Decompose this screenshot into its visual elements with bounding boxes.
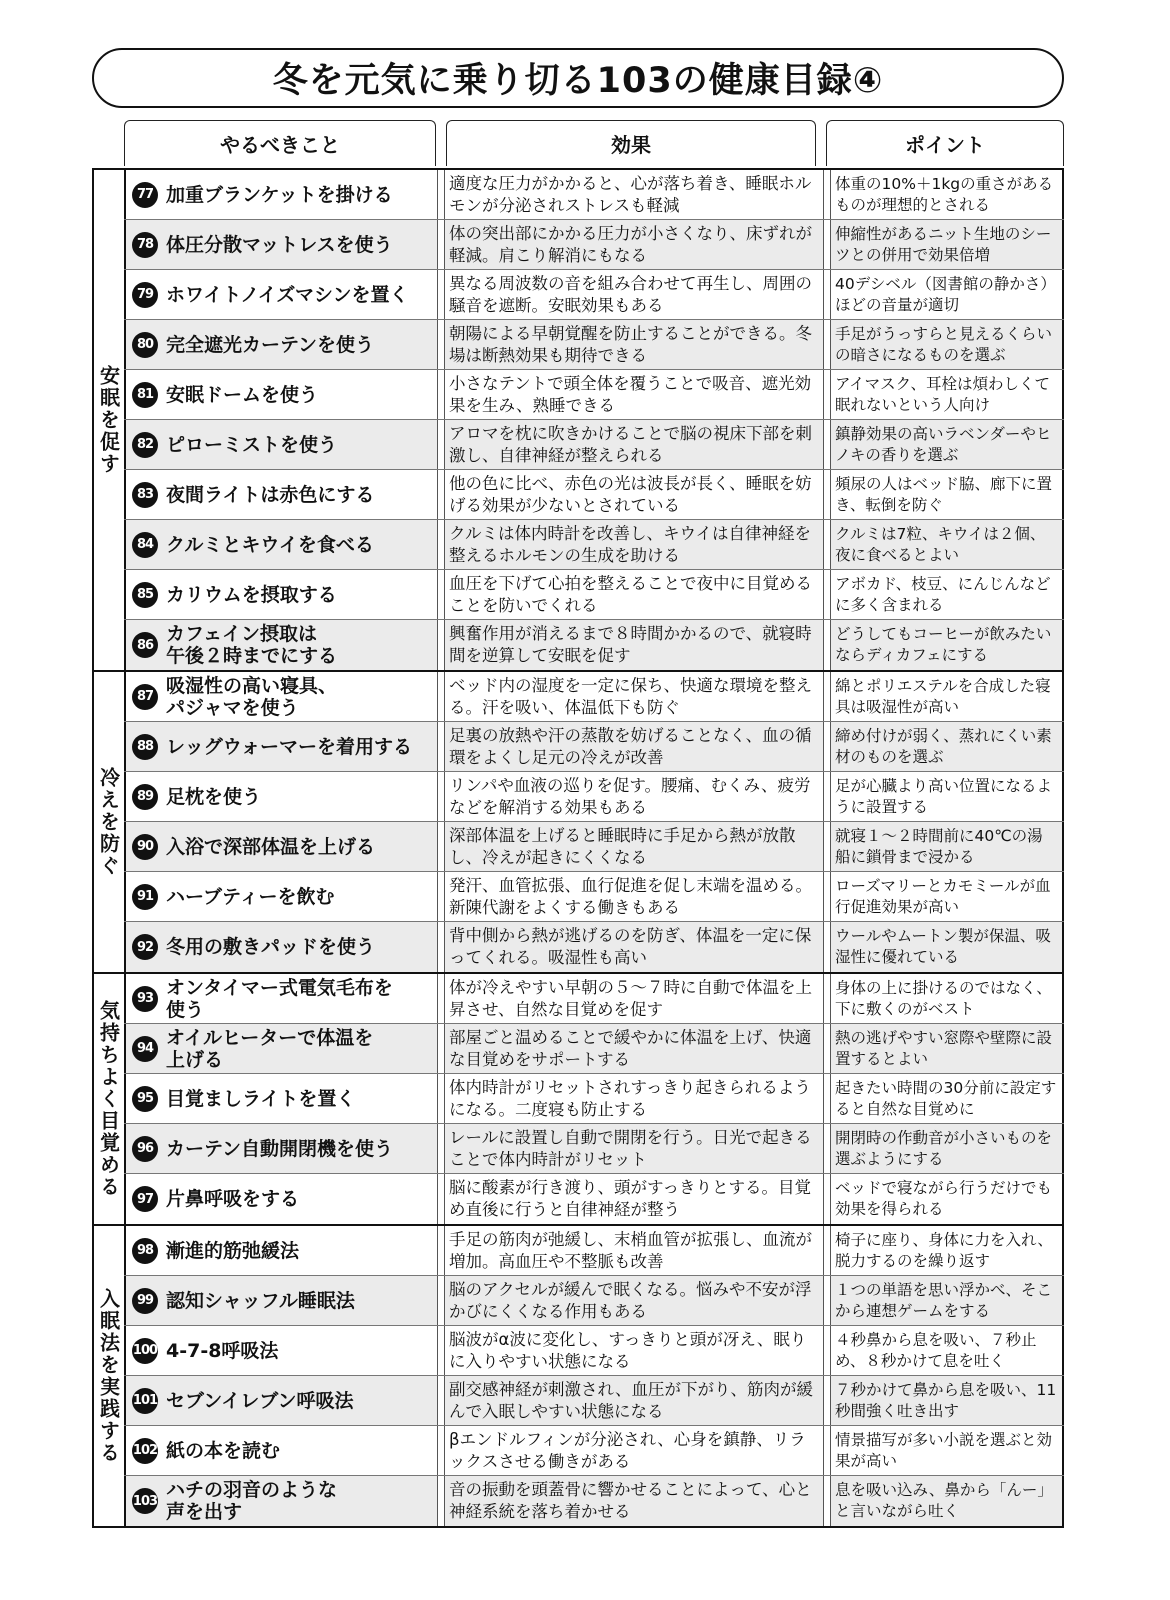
point-text: １つの単語を思い浮かべ、そこから連想ゲームをする (835, 1280, 1053, 1320)
effect-cell (444, 1174, 824, 1224)
effect-cell (444, 1124, 824, 1173)
item-number-badge: 77 (132, 182, 158, 208)
task-text: 足枕を使う (166, 785, 262, 808)
point-text: 身体の上に掛けるのではなく、下に敷くのがベスト (835, 978, 1052, 1018)
effect-text: アロマを枕に吹きかけることで脳の視床下部を刺激し、自律神経が整えられる (449, 423, 812, 465)
point-cell (830, 220, 1064, 269)
point-text: 鎮静効果の高いラベンダーやヒノキの香りを選ぶ (835, 424, 1052, 464)
point-text: ４秒鼻から息を吸い、７秒止め、８秒かけて息を吐く (835, 1330, 1037, 1370)
effect-text: 発汗、血管拡張、血行促進を促し末端を温める。新陳代謝をよくする働きもある (449, 875, 812, 917)
effect-cell (444, 370, 824, 419)
table-row (124, 170, 1064, 220)
task-text: ピローミストを使う (166, 433, 338, 456)
effect-text: 脳に酸素が行き渡り、頭がすっきりとする。目覚め直後に行うと自律神経が整う (449, 1178, 812, 1219)
effect-text: 体の突出部にかかる圧力が小さくなり、床ずれが軽減。肩こり解消にもなる (449, 223, 812, 265)
point-cell (830, 1124, 1064, 1173)
effect-text: 体が冷えやすい早朝の５～７時に自動で体温を上昇させ、自然な目覚めを促す (449, 977, 812, 1019)
effect-cell (444, 270, 824, 319)
effect-cell (444, 520, 824, 569)
task-text: カーテン自動開閉機を使う (166, 1137, 394, 1160)
point-cell (830, 470, 1064, 519)
effect-text: 背中側から熱が逃げるのを防ぎ、体温を一定に保ってくれる。吸湿性も高い (449, 926, 812, 967)
task-text: 入浴で深部体温を上げる (166, 835, 376, 858)
section-label-text: 入眠法を実践する (96, 1288, 121, 1464)
task-cell (124, 420, 438, 469)
point-text: 綿とポリエステルを合成した寝具は吸湿性が高い (835, 676, 1051, 716)
effect-text: 異なる周波数の音を組み合わせて再生し、周囲の騒音を遮断。安眠効果もある (449, 273, 812, 315)
point-text: ベッドで寝ながら行うだけでも効果を得られる (835, 1179, 1053, 1218)
point-cell (830, 1024, 1064, 1073)
point-text: 40デシベル（図書館の静かさ）ほどの音量が適切 (835, 274, 1056, 314)
task-cell (124, 1124, 438, 1173)
section-label-text: 気持ちよく目覚める (96, 1000, 121, 1198)
task-cell (124, 1024, 438, 1073)
effect-cell (444, 1376, 824, 1425)
task-text: 目覚ましライトを置く (166, 1087, 356, 1110)
task-text: オンタイマー式電気毛布を 使う (166, 976, 393, 1021)
item-number-badge: 94 (132, 1036, 158, 1062)
point-text: 頻尿の人はベッド脇、廊下に置き、転倒を防ぐ (835, 474, 1053, 514)
page-title: 冬を元気に乗り切る103の健康目録④ (92, 48, 1064, 108)
effect-text: 手足の筋肉が弛緩し、末梢血管が拡張し、血流が増加。高血圧や不整脈も改善 (449, 1229, 812, 1271)
section-label (92, 1226, 124, 1526)
point-text: 足が心臓より高い位置になるように設置する (835, 776, 1053, 816)
task-cell (124, 1476, 438, 1526)
column-header-point: ポイント (826, 120, 1064, 166)
point-text: 伸縮性があるニット生地のシーツとの併用で効果倍増 (835, 224, 1052, 264)
effect-text: リンパや血液の巡りを促す。腰痛、むくみ、疲労などを解消する効果もある (449, 775, 811, 817)
task-cell (124, 270, 438, 319)
point-text: 起きたい時間の30分前に設定すると自然な目覚めに (835, 1078, 1057, 1118)
task-text: セブンイレブン呼吸法 (166, 1389, 354, 1412)
task-text: クルミとキウイを食べる (166, 533, 374, 556)
column-header-effect: 効果 (446, 120, 816, 166)
point-cell (830, 370, 1064, 419)
effect-cell (444, 1024, 824, 1073)
table-row (124, 1024, 1064, 1074)
task-cell (124, 570, 438, 619)
effect-cell (444, 872, 824, 921)
task-cell (124, 922, 438, 972)
task-text: ハーブティーを飲む (166, 885, 335, 908)
task-cell (124, 520, 438, 569)
point-text: どうしてもコーヒーが飲みたいならディカフェにする (835, 625, 1052, 664)
effect-text: レールに設置し自動で開閉を行う。日光で起きることで体内時計がリセット (449, 1127, 812, 1169)
effect-text: クルミは体内時計を改善し、キウイは自律神経を整えるホルモンの生成を助ける (449, 523, 812, 565)
task-text: ハチの羽音のような 声を出す (166, 1479, 338, 1523)
item-number-badge: 102 (132, 1438, 158, 1464)
effect-cell (444, 1426, 824, 1475)
task-cell (124, 370, 438, 419)
task-cell (124, 1226, 438, 1275)
item-number-badge: 103 (132, 1488, 158, 1514)
effect-text: 興奮作用が消えるまで８時間かかるので、就寝時間を逆算して安眠を促す (449, 624, 812, 665)
point-text: ７秒かけて鼻から息を吸い、11秒間強く吐き出す (835, 1380, 1057, 1420)
effect-cell (444, 1074, 824, 1123)
column-header-task: やるべきこと (124, 120, 436, 166)
point-cell (830, 520, 1064, 569)
task-cell (124, 722, 438, 771)
point-cell (830, 1276, 1064, 1325)
effect-text: 深部体温を上げると睡眠時に手足から熱が放散し、冷えが起きにくくなる (449, 825, 796, 867)
task-text: 4-7-8呼吸法 (166, 1339, 279, 1362)
table-row (124, 520, 1064, 570)
item-number-badge: 93 (132, 986, 158, 1012)
point-cell (830, 1376, 1064, 1425)
effect-text: 部屋ごと温めることで緩やかに体温を上げ、快適な目覚めをサポートする (449, 1027, 812, 1069)
task-text: 夜間ライトは赤色にする (166, 483, 375, 506)
point-cell (830, 570, 1064, 619)
point-cell (830, 772, 1064, 821)
effect-text: 脳のアクセルが緩んで眠くなる。悩みや不安が浮かびにくくなる作用もある (449, 1279, 812, 1321)
table-row (124, 1074, 1064, 1124)
task-text: カフェイン摂取は 午後２時までにする (166, 623, 338, 667)
task-text: レッグウォーマーを着用する (166, 735, 413, 758)
point-text: 情景描写が多い小説を選ぶと効果が高い (835, 1430, 1053, 1470)
task-cell (124, 1276, 438, 1325)
effect-cell (444, 672, 824, 721)
task-cell (124, 170, 438, 219)
table-row (124, 722, 1064, 772)
effect-text: 小さなテントで頭全体を覆うことで吸音、遮光効果を生み、熟睡できる (449, 373, 812, 415)
task-cell (124, 470, 438, 519)
item-number-badge: 101 (132, 1388, 158, 1414)
section-label (92, 170, 124, 670)
task-cell (124, 320, 438, 369)
table-row (124, 570, 1064, 620)
point-text: 就寝１～２時間前に40℃の湯船に鎖骨まで浸かる (835, 826, 1043, 866)
task-cell (124, 1326, 438, 1375)
item-number-badge: 79 (132, 282, 158, 308)
point-text: 息を吸い込み、鼻から「んー」と言いながら吐く (835, 1481, 1053, 1520)
item-number-badge: 78 (132, 232, 158, 258)
task-text: カリウムを摂取する (166, 583, 337, 606)
section-label-text: 安眠を促す (96, 365, 121, 475)
point-text: 手足がうっすらと見えるくらいの暗さになるものを選ぶ (835, 324, 1053, 364)
item-number-badge: 88 (132, 734, 158, 760)
section (92, 170, 1064, 672)
effect-cell (444, 1326, 824, 1375)
item-number-badge: 80 (132, 332, 158, 358)
task-cell (124, 1174, 438, 1224)
effect-text: 副交感神経が刺激され、血圧が下がり、筋肉が緩んで入眠しやすい状態になる (449, 1379, 813, 1421)
item-number-badge: 91 (132, 884, 158, 910)
item-number-badge: 97 (132, 1186, 158, 1212)
item-number-badge: 96 (132, 1136, 158, 1162)
point-cell (830, 1226, 1064, 1275)
table-row (124, 772, 1064, 822)
table-row (124, 1226, 1064, 1276)
point-cell (830, 1426, 1064, 1475)
effect-cell (444, 1226, 824, 1275)
item-number-badge: 82 (132, 432, 158, 458)
task-cell (124, 772, 438, 821)
point-text: 熱の逃げやすい窓際や壁際に設置するとよい (835, 1028, 1053, 1068)
task-cell (124, 1074, 438, 1123)
table-row (124, 1174, 1064, 1224)
task-text: 紙の本を読む (166, 1439, 281, 1462)
item-number-badge: 81 (132, 382, 158, 408)
effect-text: 他の色に比べ、赤色の光は波長が長く、睡眠を妨げる効果が少ないとされている (449, 473, 812, 515)
item-number-badge: 92 (132, 934, 158, 960)
task-cell (124, 822, 438, 871)
table-row (124, 270, 1064, 320)
effect-text: 朝陽による早朝覚醒を防止することができる。冬場は断熱効果も期待できる (449, 323, 812, 365)
task-text: 加重ブランケットを掛ける (166, 183, 393, 206)
point-cell (830, 270, 1064, 319)
task-cell (124, 1376, 438, 1425)
point-text: アボカド、枝豆、にんじんなどに多く含まれる (835, 574, 1051, 614)
section-label (92, 672, 124, 972)
item-number-badge: 95 (132, 1086, 158, 1112)
point-cell (830, 320, 1064, 369)
item-number-badge: 87 (132, 684, 158, 710)
point-cell (830, 722, 1064, 771)
table-row (124, 620, 1064, 670)
task-text: 冬用の敷きパッドを使う (166, 936, 376, 958)
table-row (124, 420, 1064, 470)
table-row (124, 872, 1064, 922)
task-cell (124, 220, 438, 269)
table-row (124, 1426, 1064, 1476)
table-row (124, 822, 1064, 872)
item-number-badge: 85 (132, 582, 158, 608)
section-label-text: 冷えを防ぐ (96, 767, 121, 877)
table-row (124, 1276, 1064, 1326)
item-number-badge: 83 (132, 482, 158, 508)
point-cell (830, 872, 1064, 921)
table-row (124, 370, 1064, 420)
section-label (92, 974, 124, 1224)
table-row (124, 1476, 1064, 1526)
task-text: 吸湿性の高い寝具、 パジャマを使う (166, 674, 338, 719)
effect-text: βエンドルフィンが分泌され、心身を鎮静、リラックスさせる働きがある (449, 1429, 806, 1471)
effect-text: 足裏の放熱や汗の蒸散を妨げることなく、血の循環をよくし足元の冷えが改善 (449, 725, 812, 767)
effect-text: 脳波がα波に変化し、すっきりと頭が冴え、眠りに入りやすい状態になる (449, 1329, 807, 1371)
effect-text: ベッド内の湿度を一定に保ち、快適な環境を整える。汗を吸い、体温低下も防ぐ (449, 675, 812, 717)
table-row (124, 1124, 1064, 1174)
point-cell (830, 620, 1064, 670)
effect-cell (444, 1276, 824, 1325)
effect-cell (444, 974, 824, 1023)
item-number-badge: 89 (132, 784, 158, 810)
table-row (124, 1376, 1064, 1426)
effect-cell (444, 620, 824, 670)
table-row (124, 220, 1064, 270)
task-text: 安眠ドームを使う (166, 383, 319, 406)
task-cell (124, 672, 438, 721)
section (92, 1226, 1064, 1526)
table-row (124, 320, 1064, 370)
point-cell (830, 822, 1064, 871)
health-table (92, 168, 1064, 1528)
point-cell (830, 1174, 1064, 1224)
point-text: 締め付けが弱く、蒸れにくい素材のものを選ぶ (835, 726, 1052, 766)
item-number-badge: 84 (132, 532, 158, 558)
task-cell (124, 974, 438, 1023)
effect-cell (444, 170, 824, 219)
task-text: 完全遮光カーテンを使う (166, 333, 375, 356)
effect-cell (444, 722, 824, 771)
point-cell (830, 1074, 1064, 1123)
task-cell (124, 620, 438, 670)
table-row (124, 922, 1064, 972)
point-cell (830, 974, 1064, 1023)
effect-cell (444, 822, 824, 871)
point-text: 椅子に座り、身体に力を入れ、脱力するのを繰り返す (835, 1230, 1053, 1270)
section (92, 974, 1064, 1226)
task-cell (124, 1426, 438, 1475)
point-cell (830, 922, 1064, 972)
effect-cell (444, 922, 824, 972)
table-row (124, 672, 1064, 722)
item-number-badge: 100 (132, 1338, 158, 1364)
task-text: オイルヒーターで体温を 上げる (166, 1026, 374, 1071)
effect-cell (444, 570, 824, 619)
point-cell (830, 672, 1064, 721)
effect-cell (444, 320, 824, 369)
effect-text: 適度な圧力がかかると、心が落ち着き、睡眠ホルモンが分泌されストレスも軽減 (449, 173, 812, 215)
task-text: 片鼻呼吸をする (166, 1188, 300, 1210)
effect-cell (444, 1476, 824, 1526)
point-text: アイマスク、耳栓は煩わしくて眠れないという人向け (835, 374, 1050, 414)
task-text: ホワイトノイズマシンを置く (166, 283, 409, 306)
table-row (124, 974, 1064, 1024)
task-text: 認知シャッフル睡眠法 (166, 1289, 355, 1312)
effect-cell (444, 220, 824, 269)
item-number-badge: 98 (132, 1238, 158, 1264)
point-cell (830, 420, 1064, 469)
point-text: クルミは7粒、キウイは２個、夜に食べるとよい (835, 524, 1046, 564)
effect-cell (444, 420, 824, 469)
task-text: 体圧分散マットレスを使う (166, 233, 393, 256)
point-text: ローズマリーとカモミールが血行促進効果が高い (835, 876, 1051, 916)
point-cell (830, 170, 1064, 219)
task-cell (124, 872, 438, 921)
point-cell (830, 1326, 1064, 1375)
effect-text: 体内時計がリセットされすっきり起きられるようになる。二度寝も防止する (449, 1077, 811, 1119)
effect-text: 血圧を下げて心拍を整えることで夜中に目覚めることを防いでくれる (449, 573, 812, 615)
table-row (124, 470, 1064, 520)
point-cell (830, 1476, 1064, 1526)
effect-text: 音の振動を頭蓋骨に響かせることによって、心と神経系統を落ち着かせる (449, 1480, 812, 1521)
point-text: ウールやムートン製が保温、吸湿性に優れている (835, 927, 1051, 966)
table-row (124, 1326, 1064, 1376)
item-number-badge: 86 (132, 632, 158, 658)
effect-cell (444, 772, 824, 821)
point-text: 体重の10%＋1kgの重さがあるものが理想的とされる (835, 174, 1054, 214)
point-text: 開閉時の作動音が小さいものを選ぶようにする (835, 1128, 1053, 1168)
item-number-badge: 99 (132, 1288, 158, 1314)
section (92, 672, 1064, 974)
effect-cell (444, 470, 824, 519)
item-number-badge: 90 (132, 834, 158, 860)
task-text: 漸進的筋弛緩法 (166, 1239, 300, 1262)
